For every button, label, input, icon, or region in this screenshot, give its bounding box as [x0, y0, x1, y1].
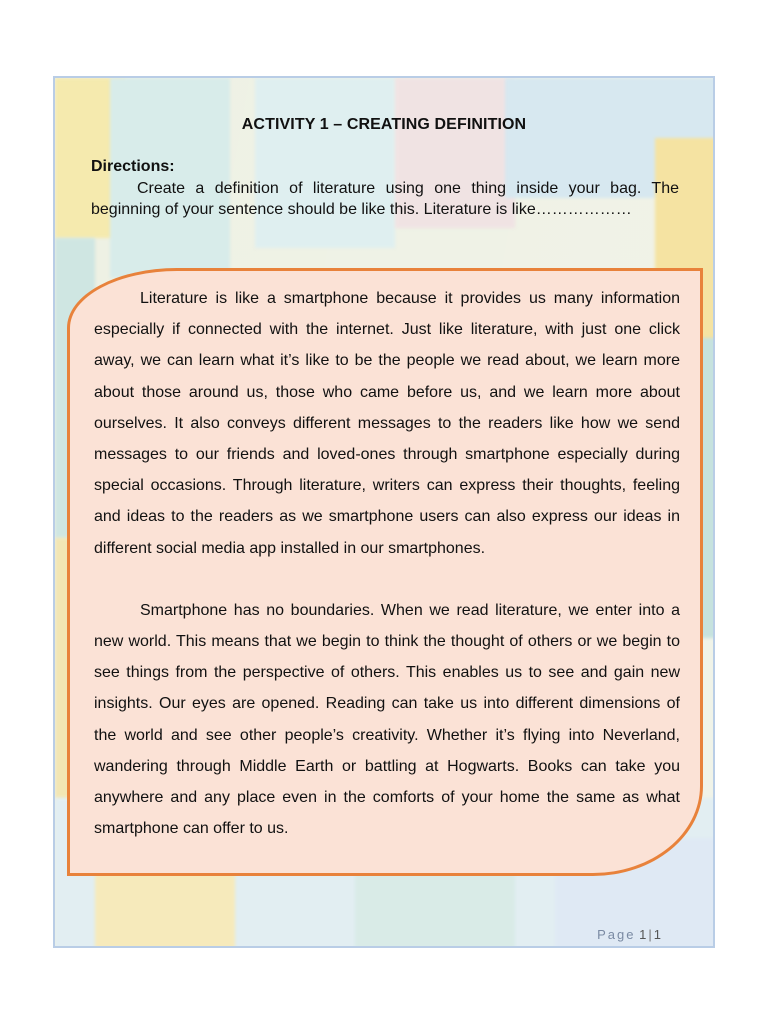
- directions-label: Directions:: [91, 158, 175, 175]
- activity-title: ACTIVITY 1 – CREATING DEFINITION: [241, 116, 527, 133]
- page-separator: |: [648, 927, 652, 942]
- answer-text: [94, 283, 680, 844]
- answer-paragraph-2: Smartphone has no boundaries. When we read literature, we enter into a new world. This means that we begin to think the thought of others or we begin to see things from the perspective of others. This enables us to see and gain new insights. Our eyes are opened. Reading can take us into different dimensions of the world and see other people’s creativity. Whether it’s flying into Neverland, wandering through Middle Earth or battling at Hogwarts. Books can take you anywhere and any place even in the comforts of your home the same as what smartphone can offer to us.: [94, 601, 680, 838]
- current-page-number: 1: [639, 927, 647, 942]
- answer-box: [67, 268, 703, 876]
- answer-paragraph-1: Literature is like a smartphone because it provides us many information especially if connected with the internet. Just like literature, with just one click away, we can learn what it’s like to be the people we read about, we learn more about those around us, those who came before us, and we learn more about ourselves. It also conveys different messages to the readers like how we send messages to our friends and loved-ones through smartphone especially during special occasions. Through literature, writers can express their thoughts, feeling and ideas to the readers as we smartphone users can also express our ideas in different social media app installed in our smartphones.: [94, 290, 680, 557]
- page-footer: [597, 927, 661, 942]
- directions-text: Create a definition of literature using one thing inside your bag. The beginning of your sentence should be like this. Literature is like………………: [91, 180, 679, 218]
- document-page: [53, 76, 715, 948]
- total-page-number: 1: [653, 927, 661, 942]
- page-word: Page: [597, 927, 636, 942]
